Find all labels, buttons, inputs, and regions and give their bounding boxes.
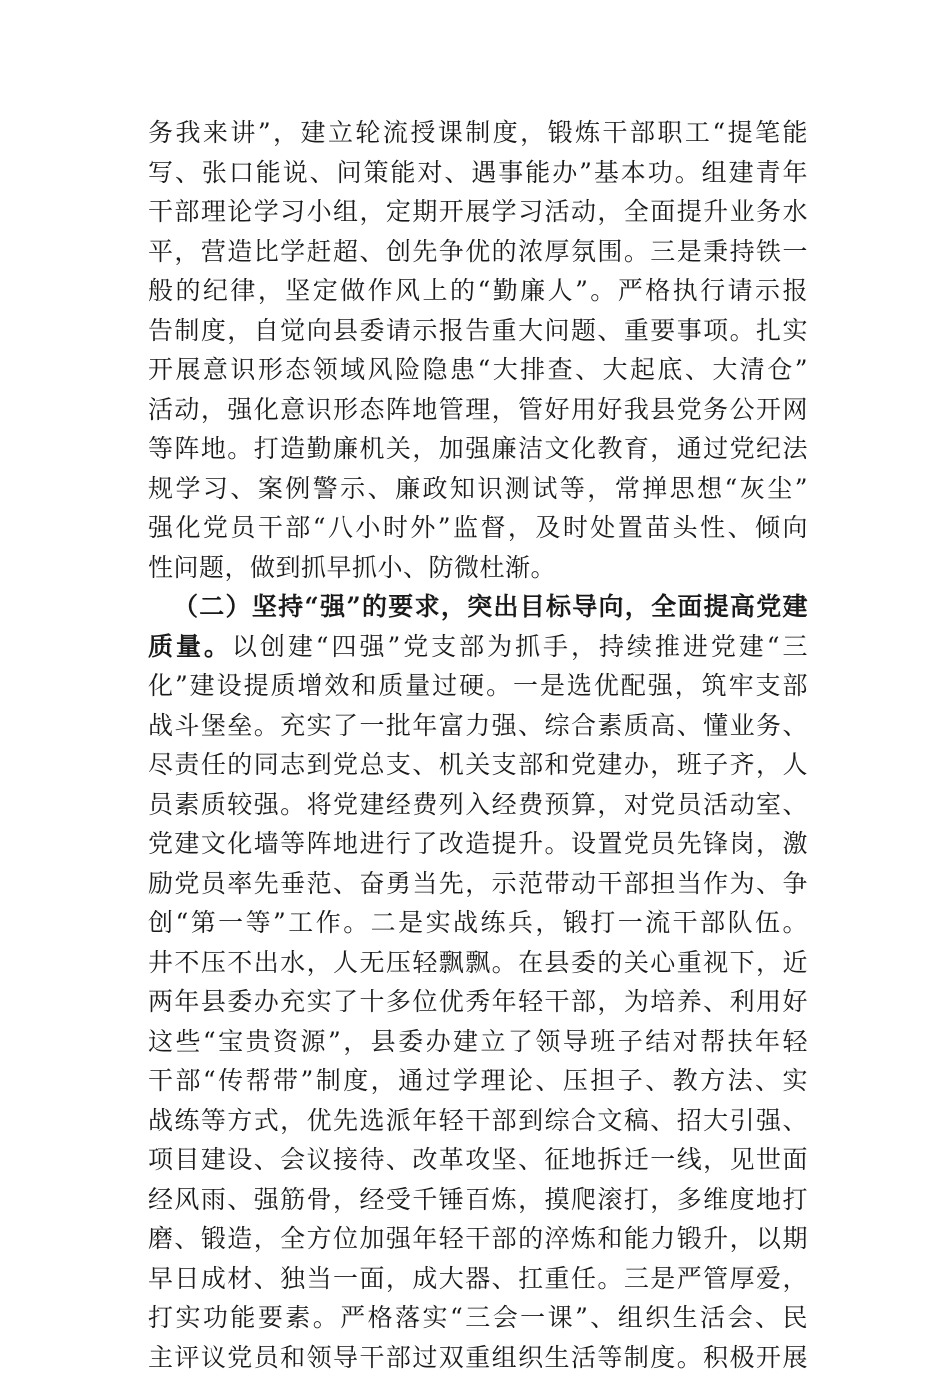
line-text: 等阵地。打造勤廉机关，加强廉洁文化教育，通过党纪法 <box>148 434 808 463</box>
text-line <box>148 508 808 548</box>
line-text: 化”建设提质增效和质量过硬。一是选优配强，筑牢支部 <box>148 671 808 700</box>
text-line <box>148 1022 808 1062</box>
text-line <box>148 982 808 1022</box>
line-text: 经风雨、强筋骨，经受千锤百炼，摸爬滚打，多维度地打 <box>148 1185 808 1214</box>
line-text: 创“第一等”工作。二是实战练兵，锻打一流干部队伍。 <box>148 908 808 937</box>
line-text: 磨、锻造，全方位加强年轻干部的淬炼和能力锻升，以期 <box>148 1224 808 1253</box>
bold-heading-text: （二）坚持“强”的要求，突出目标导向，全面提高党建 <box>173 592 808 621</box>
line-text: 项目建设、会议接待、改革攻坚、征地拆迁一线，见世面 <box>148 1145 808 1174</box>
text-line <box>148 153 808 193</box>
text-line <box>148 1298 808 1338</box>
line-text: 规学习、案例警示、廉政知识测试等，常掸思想“灰尘” <box>148 474 808 503</box>
text-line <box>148 232 808 272</box>
text-line <box>148 824 808 864</box>
text-line <box>148 706 808 746</box>
text-line <box>148 1101 808 1141</box>
line-text: 党建文化墙等阵地进行了改造提升。设置党员先锋岗，激 <box>148 829 808 858</box>
line-text: 两年县委办充实了十多位优秀年轻干部，为培养、利用好 <box>148 987 808 1016</box>
text-line <box>148 311 808 351</box>
text-line <box>148 903 808 943</box>
text-line <box>148 113 808 153</box>
line-text: 平，营造比学赶超、创先争优的浓厚氛围。三是秉持铁一 <box>148 237 808 266</box>
text-line <box>148 785 808 825</box>
text-line <box>148 1259 808 1299</box>
line-text: 战斗堡垒。充实了一批年富力强、综合素质高、懂业务、 <box>148 711 808 740</box>
line-text: 这些“宝贵资源”，县委办建立了领导班子结对帮扶年轻 <box>148 1027 808 1056</box>
text-line <box>148 666 808 706</box>
body-text <box>148 113 808 1377</box>
line-text: 强化党员干部“八小时外”监督，及时处置苗头性、倾向 <box>148 513 808 542</box>
text-line <box>148 548 808 588</box>
text-line <box>148 943 808 983</box>
text-line <box>148 1140 808 1180</box>
line-text: 告制度，自觉向县委请示报告重大问题、重要事项。扎实 <box>148 316 808 345</box>
line-text: 性问题，做到抓早抓小、防微杜渐。 <box>148 553 556 582</box>
text-line <box>148 1338 808 1377</box>
text-line <box>148 627 808 667</box>
line-text: 战练等方式，优先选派年轻干部到综合文稿、招大引强、 <box>148 1106 808 1135</box>
line-text: 员素质较强。将党建经费列入经费预算，对党员活动室、 <box>148 790 808 819</box>
text-line <box>148 745 808 785</box>
line-text: 以创建“四强”党支部为抓手，持续推进党建“三 <box>232 632 808 661</box>
text-line <box>148 469 808 509</box>
text-line <box>148 864 808 904</box>
text-line <box>148 1180 808 1220</box>
line-text: 励党员率先垂范、奋勇当先，示范带动干部担当作为、争 <box>148 869 808 898</box>
line-text: 打实功能要素。严格落实“三会一课”、组织生活会、民 <box>148 1303 808 1332</box>
line-text: 干部“传帮带”制度，通过学理论、压担子、教方法、实 <box>148 1066 808 1095</box>
line-text: 写、张口能说、问策能对、遇事能办”基本功。组建青年 <box>148 158 808 187</box>
line-text: 干部理论学习小组，定期开展学习活动，全面提升业务水 <box>148 197 808 226</box>
line-text: 般的纪律，坚定做作风上的“勤廉人”。严格执行请示报 <box>148 276 808 305</box>
line-text: 早日成材、独当一面，成大器、扛重任。三是严管厚爱， <box>148 1264 808 1293</box>
line-text: 井不压不出水，人无压轻飘飘。在县委的关心重视下，近 <box>148 948 808 977</box>
text-line <box>148 350 808 390</box>
line-text: 务我来讲”，建立轮流授课制度，锻炼干部职工“提笔能 <box>148 118 808 147</box>
line-text: 活动，强化意识形态阵地管理，管好用好我县党务公开网 <box>148 395 808 424</box>
text-line <box>148 1219 808 1259</box>
line-text: 主评议党员和领导干部过双重组织生活等制度。积极开展 <box>148 1343 808 1372</box>
line-text: 开展意识形态领域风险隐患“大排查、大起底、大清仓” <box>148 355 808 384</box>
text-line <box>148 1061 808 1101</box>
text-line <box>148 587 808 627</box>
text-line <box>148 429 808 469</box>
text-line <box>148 271 808 311</box>
text-line <box>148 390 808 430</box>
text-line <box>148 192 808 232</box>
line-text: 尽责任的同志到党总支、机关支部和党建办，班子齐，人 <box>148 750 808 779</box>
bold-heading-text: 质量。 <box>148 632 232 661</box>
